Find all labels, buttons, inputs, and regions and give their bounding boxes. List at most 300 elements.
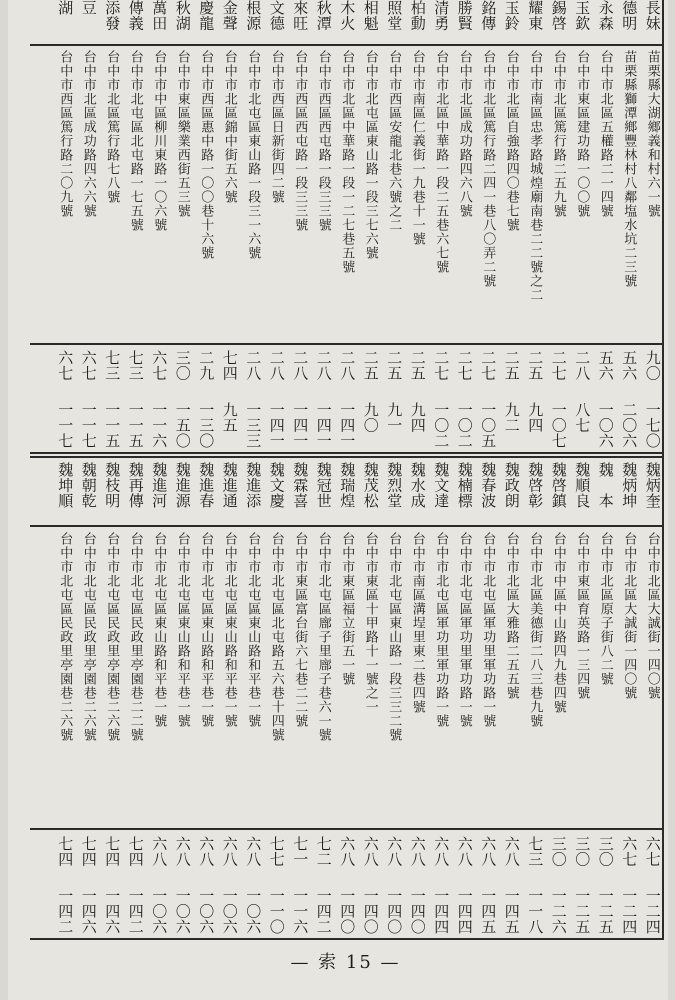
entry-number: 九四 [526,402,545,433]
entry-name-cell [359,0,383,44]
entry-number: 一一〇 [267,888,286,935]
entry-name: 銘傳 [479,0,498,31]
entry-name-cell [288,0,312,44]
entry-name: 勝賢 [455,0,474,31]
entry-address-cell [53,532,77,826]
entry-number: 一〇六 [244,888,263,935]
entry-age-cell [53,836,77,884]
entry-number: 一一七 [56,402,75,449]
entry-number-cell [171,402,195,450]
entry-address-cell [218,532,242,826]
entry-number-cell [594,888,618,936]
entry-age-cell [523,350,547,398]
entry-age-cell [641,350,665,398]
entry-age-cell [194,350,218,398]
entry-age: 二八 [267,350,286,381]
entry-age-cell [265,350,289,398]
entry-address: 台中市中區柳川東路一〇六號 [151,50,167,232]
entry-age-cell [147,836,171,884]
entry-address-cell [429,532,453,826]
entry-age: 二五 [385,350,404,381]
entry-address-cell [382,50,406,340]
entry-name-cell [288,462,312,524]
entry-address: 台中市北區成功路四六八號 [456,50,472,218]
entry-name-cell [265,462,289,524]
entry-age: 六八 [385,836,404,867]
entry-number-cell [171,888,195,936]
entry-number: 一四一 [314,402,333,449]
rule-bottom-end [30,938,664,940]
entry-name-cell [617,0,641,44]
entry-name: 來旺 [291,0,310,31]
entry-age-cell [594,350,618,398]
entry-name: 魏文達 [432,462,451,509]
entry-age: 七四 [103,836,122,867]
entry-age-cell [570,836,594,884]
entry-address-cell [523,50,547,340]
entry-number-cell [241,402,265,450]
entry-name: 秋潭 [314,0,333,31]
entry-age: 三〇 [596,836,615,867]
entry-address: 台中市北區篤行路二四一巷八〇弄二號 [480,50,496,288]
entry-age: 二七 [432,350,451,381]
entry-address: 苗栗縣大湖鄉義和村六一號 [644,50,660,218]
entry-age: 二八 [244,350,263,381]
entry-number-cell [147,888,171,936]
entry-number: 一四〇 [408,888,427,935]
entry-address: 台中市北屯區東山路和平巷一號 [174,532,190,728]
entry-number: 一〇六 [197,888,216,935]
entry-age: 六七 [643,836,662,867]
entry-number-cell [218,402,242,450]
entry-age-cell [382,836,406,884]
top-number-row [30,402,664,450]
top-age-row [30,350,664,398]
entry-age-cell [641,836,665,884]
entry-address-cell [406,50,430,340]
entry-age-cell [100,350,124,398]
entry-number-cell [288,888,312,936]
entry-name: 魏進添 [244,462,263,509]
entry-number-cell [429,888,453,936]
entry-age-cell [218,350,242,398]
entry-name-cell [218,462,242,524]
document-page [8,0,668,1000]
entry-address-cell [476,50,500,340]
rule-top-name [30,44,664,46]
entry-address: 台中市北區中華路一段二五巷六七號 [433,50,449,274]
entry-number: 一〇六 [596,402,615,449]
entry-name: 魏進春 [197,462,216,509]
entry-number-cell [147,402,171,450]
entry-address-cell [359,532,383,826]
entry-name-cell [124,462,148,524]
entry-age: 二五 [361,350,380,381]
entry-name: 魏坤順 [56,462,75,509]
entry-age-cell [617,350,641,398]
entry-address: 台中市北屯區東山路一段三一六號 [245,50,261,260]
entry-age: 六八 [502,836,521,867]
entry-number: 一四二 [126,888,145,935]
entry-age-cell [476,350,500,398]
entry-age: 六八 [361,836,380,867]
entry-name: 魏炳奎 [643,462,662,509]
entry-address: 台中市東區樂業西街五三號 [174,50,190,218]
entry-address-cell [100,50,124,340]
entry-number-cell [406,888,430,936]
entry-name-cell [641,462,665,524]
entry-name: 魏進源 [173,462,192,509]
entry-address: 台中市北屯區軍功里軍功路一號 [456,532,472,728]
entry-name-cell [335,462,359,524]
entry-age: 三〇 [573,836,592,867]
entry-number: 一二六 [549,888,568,935]
entry-age: 七四 [56,836,75,867]
entry-age: 六七 [79,350,98,381]
entry-name: 錫啓 [549,0,568,31]
entry-number-cell [641,402,665,450]
entry-age-cell [547,350,571,398]
entry-age: 六八 [150,836,169,867]
entry-age-cell [359,836,383,884]
entry-name-cell [100,0,124,44]
entry-number-cell [359,402,383,450]
entry-address: 台中市北區五權路二一四號 [597,50,613,218]
entry-age: 二五 [408,350,427,381]
entry-number: 一四四 [455,888,474,935]
entry-number-cell [500,402,524,450]
entry-age: 七三 [526,836,545,867]
entry-address: 台中市南區溝埕里東二巷四號 [409,532,425,714]
entry-age: 六八 [338,836,357,867]
entry-address-cell [359,50,383,340]
entry-number-cell [53,402,77,450]
entry-number: 一四一 [267,402,286,449]
entry-address-cell [523,532,547,826]
entry-address: 台中市北屯區東山路和平巷一號 [151,532,167,728]
entry-number: 二〇六 [620,402,639,449]
entry-number-cell [429,402,453,450]
entry-name: 魏楠標 [455,462,474,509]
entry-address: 台中市北屯區軍功里軍功路一號 [480,532,496,728]
entry-number-cell [100,888,124,936]
entry-number-cell [570,402,594,450]
entry-age: 二八 [338,350,357,381]
entry-address-cell [453,50,477,340]
bottom-number-row [30,888,664,936]
entry-age: 九〇 [643,350,662,381]
entry-number: 一五〇 [173,402,192,449]
entry-age: 二五 [502,350,521,381]
entry-address-cell [594,50,618,340]
entry-name: 魏烈堂 [385,462,404,509]
entry-number-cell [288,402,312,450]
entry-age: 七三 [103,350,122,381]
entry-name: 長妹 [643,0,662,31]
entry-address-cell [547,532,571,826]
entry-age-cell [288,350,312,398]
entry-address-cell [617,532,641,826]
entry-name: 魏枝明 [103,462,122,509]
entry-address: 台中市北區自強路四〇巷七號 [503,50,519,232]
entry-age: 七四 [220,350,239,381]
entry-address: 台中市南區仁義街一九巷十一號 [409,50,425,246]
entry-name: 德明 [620,0,639,31]
entry-name: 文德 [267,0,286,31]
entry-address-cell [77,50,101,340]
entry-address: 台中市東區福立街五一號 [339,532,355,686]
entry-age-cell [312,836,336,884]
entry-address: 台中市北區篤行路二五九號 [550,50,566,218]
entry-address: 台中市北屯區東山路一段三七六號 [362,50,378,260]
entry-address-cell [641,50,665,340]
entry-address: 台中市中區中山路四九巷四號 [550,532,566,714]
entry-age-cell [359,350,383,398]
entry-name-cell [265,0,289,44]
entry-address-cell [241,532,265,826]
entry-age: 七七 [267,836,286,867]
entry-number-cell [453,888,477,936]
entry-number: 一〇七 [549,402,568,449]
entry-name: 魏 本 [596,462,615,509]
entry-name-cell [547,462,571,524]
entry-address-cell [241,50,265,340]
entry-address-cell [147,50,171,340]
entry-age: 六八 [455,836,474,867]
entry-age-cell [194,836,218,884]
entry-age-cell [147,350,171,398]
entry-address-cell [77,532,101,826]
entry-number-cell [53,888,77,936]
entry-name-cell [500,462,524,524]
entry-age: 六七 [56,350,75,381]
entry-number-cell [476,888,500,936]
entry-address: 台中市西區安龍北巷六號之二 [386,50,402,232]
entry-age-cell [382,350,406,398]
entry-number-cell [77,402,101,450]
entry-age: 六八 [220,836,239,867]
entry-name-cell [241,0,265,44]
entry-name: 傳義 [126,0,145,31]
entry-name: 清勇 [432,0,451,31]
entry-name: 豆 [79,0,98,16]
entry-address-cell [194,532,218,826]
entry-address-cell [382,532,406,826]
entry-address-cell [288,532,312,826]
entry-age-cell [429,350,453,398]
entry-age-cell [453,350,477,398]
entry-address: 台中市北屯區民政里亭園巷二六號 [80,532,96,742]
entry-address: 台中市北區大雅路二五五號 [503,532,519,700]
entry-address-cell [547,50,571,340]
entry-name-cell [335,0,359,44]
entry-number-cell [523,888,547,936]
entry-age: 五六 [620,350,639,381]
entry-name: 金聲 [220,0,239,31]
entry-name-cell [476,462,500,524]
entry-number: 一一七 [79,402,98,449]
entry-name-cell [53,462,77,524]
bottom-address-row [30,532,664,826]
entry-address: 台中市西區日新街四二號 [268,50,284,204]
entry-address: 台中市北區錦中街五六號 [221,50,237,204]
entry-name-cell [382,0,406,44]
entry-name-cell [429,0,453,44]
entry-age: 三〇 [173,350,192,381]
entry-name-cell [617,462,641,524]
entry-number: 一〇六 [173,888,192,935]
entry-number: 九一 [385,402,404,433]
entry-address-cell [570,50,594,340]
entry-number: 一四五 [479,888,498,935]
entry-age: 二七 [479,350,498,381]
entry-age: 二五 [526,350,545,381]
entry-address: 台中市北屯區軍功里軍功路一號 [433,532,449,728]
entry-age-cell [406,350,430,398]
entry-address-cell [265,50,289,340]
entry-number: 一四二 [314,888,333,935]
entry-name-cell [523,462,547,524]
entry-age: 二八 [314,350,333,381]
entry-age: 二七 [455,350,474,381]
entry-age: 六八 [244,836,263,867]
entry-name-cell [171,462,195,524]
entry-name-cell [312,462,336,524]
entry-age-cell [523,836,547,884]
entry-address: 台中市北屯區民政里亭園巷二二號 [127,532,143,742]
entry-age-cell [312,350,336,398]
entry-age: 二八 [291,350,310,381]
entry-address: 台中市北屯區北屯路五六巷十四號 [268,532,284,742]
entry-address-cell [641,532,665,826]
entry-address: 台中市北屯區東山路和平巷一號 [221,532,237,728]
entry-number-cell [265,888,289,936]
entry-number: 一〇五 [479,402,498,449]
entry-age: 六八 [432,836,451,867]
entry-name-cell [359,462,383,524]
entry-number-cell [265,402,289,450]
entry-name: 魏再傳 [126,462,145,509]
entry-address: 台中市北區原子街八二號 [597,532,613,686]
entry-number-cell [594,402,618,450]
entry-number-cell [382,888,406,936]
entry-name: 魏炳坤 [620,462,639,509]
entry-address-cell [406,532,430,826]
entry-number-cell [523,402,547,450]
entry-age-cell [406,836,430,884]
entry-age: 七一 [291,836,310,867]
entry-address-cell [218,50,242,340]
entry-name: 魏文慶 [267,462,286,509]
entry-age: 六八 [408,836,427,867]
entry-age-cell [100,836,124,884]
entry-number-cell [241,888,265,936]
entry-name-cell [53,0,77,44]
entry-number: 九二 [502,402,521,433]
entry-name-cell [594,0,618,44]
entry-name: 萬田 [150,0,169,31]
entry-name-cell [100,462,124,524]
entry-age-cell [335,836,359,884]
entry-number-cell [100,402,124,450]
entry-name-cell [171,0,195,44]
entry-number: 一四一 [338,402,357,449]
entry-address-cell [171,532,195,826]
entry-name: 湖 [56,0,75,16]
page-number: — 索 15 — [290,952,401,973]
entry-name: 魏冠世 [314,462,333,509]
entry-number-cell [124,402,148,450]
entry-name-cell [429,462,453,524]
entry-name-cell [218,0,242,44]
entry-name-cell [406,0,430,44]
entry-age-cell [124,836,148,884]
rule-mid-lower [30,456,664,458]
entry-address: 台中市東區建功路一〇〇號 [574,50,590,218]
entry-number: 一〇六 [220,888,239,935]
entry-address-cell [617,50,641,340]
entry-name: 慶龍 [197,0,216,31]
entry-number: 一四五 [502,888,521,935]
entry-number-cell [500,888,524,936]
entry-age: 五六 [596,350,615,381]
entry-name-cell [570,462,594,524]
entry-number-cell [312,888,336,936]
entry-age-cell [77,836,101,884]
entry-name: 根源 [244,0,263,31]
entry-number-cell [312,402,336,450]
entry-address: 苗栗縣獅潭鄉豐林村八鄰塩水坑二三號 [621,50,637,288]
bottom-age-row [30,836,664,884]
entry-address-cell [335,532,359,826]
entry-address: 台中市西區惠中路一〇〇巷十六號 [198,50,214,260]
entry-address: 台中市北屯區東山路和平巷一號 [245,532,261,728]
entry-number-cell [194,402,218,450]
entry-number: 一三三 [244,402,263,449]
top-name-row [30,0,664,44]
entry-number: 九〇 [361,402,380,433]
entry-address: 台中市北區大誠街一四〇號 [621,532,637,700]
entry-age: 七三 [126,350,145,381]
entry-number: 一四〇 [361,888,380,935]
entry-address-cell [453,532,477,826]
entry-name-cell [547,0,571,44]
entry-number: 一二五 [596,888,615,935]
entry-age: 二八 [573,350,592,381]
entry-address: 台中市北區大誠街一四〇號 [644,532,660,700]
entry-name: 魏水成 [408,462,427,509]
entry-number-cell [124,888,148,936]
entry-age: 七四 [126,836,145,867]
entry-name-cell [406,462,430,524]
entry-name: 添發 [103,0,122,31]
entry-name-cell [77,462,101,524]
entry-name-cell [476,0,500,44]
entry-address: 台中市東區富台街六七巷二二號 [292,532,308,728]
entry-age-cell [288,836,312,884]
entry-name-cell [194,462,218,524]
entry-address-cell [312,532,336,826]
entry-age: 六八 [479,836,498,867]
entry-name: 魏政朗 [502,462,521,509]
rule-mid-upper [30,452,664,454]
entry-number-cell [641,888,665,936]
entry-name: 玉鈴 [502,0,521,31]
entry-address-cell [429,50,453,340]
entry-address-cell [100,532,124,826]
entry-age-cell [241,350,265,398]
entry-address: 台中市北區中華路一段一二七巷五號 [339,50,355,274]
